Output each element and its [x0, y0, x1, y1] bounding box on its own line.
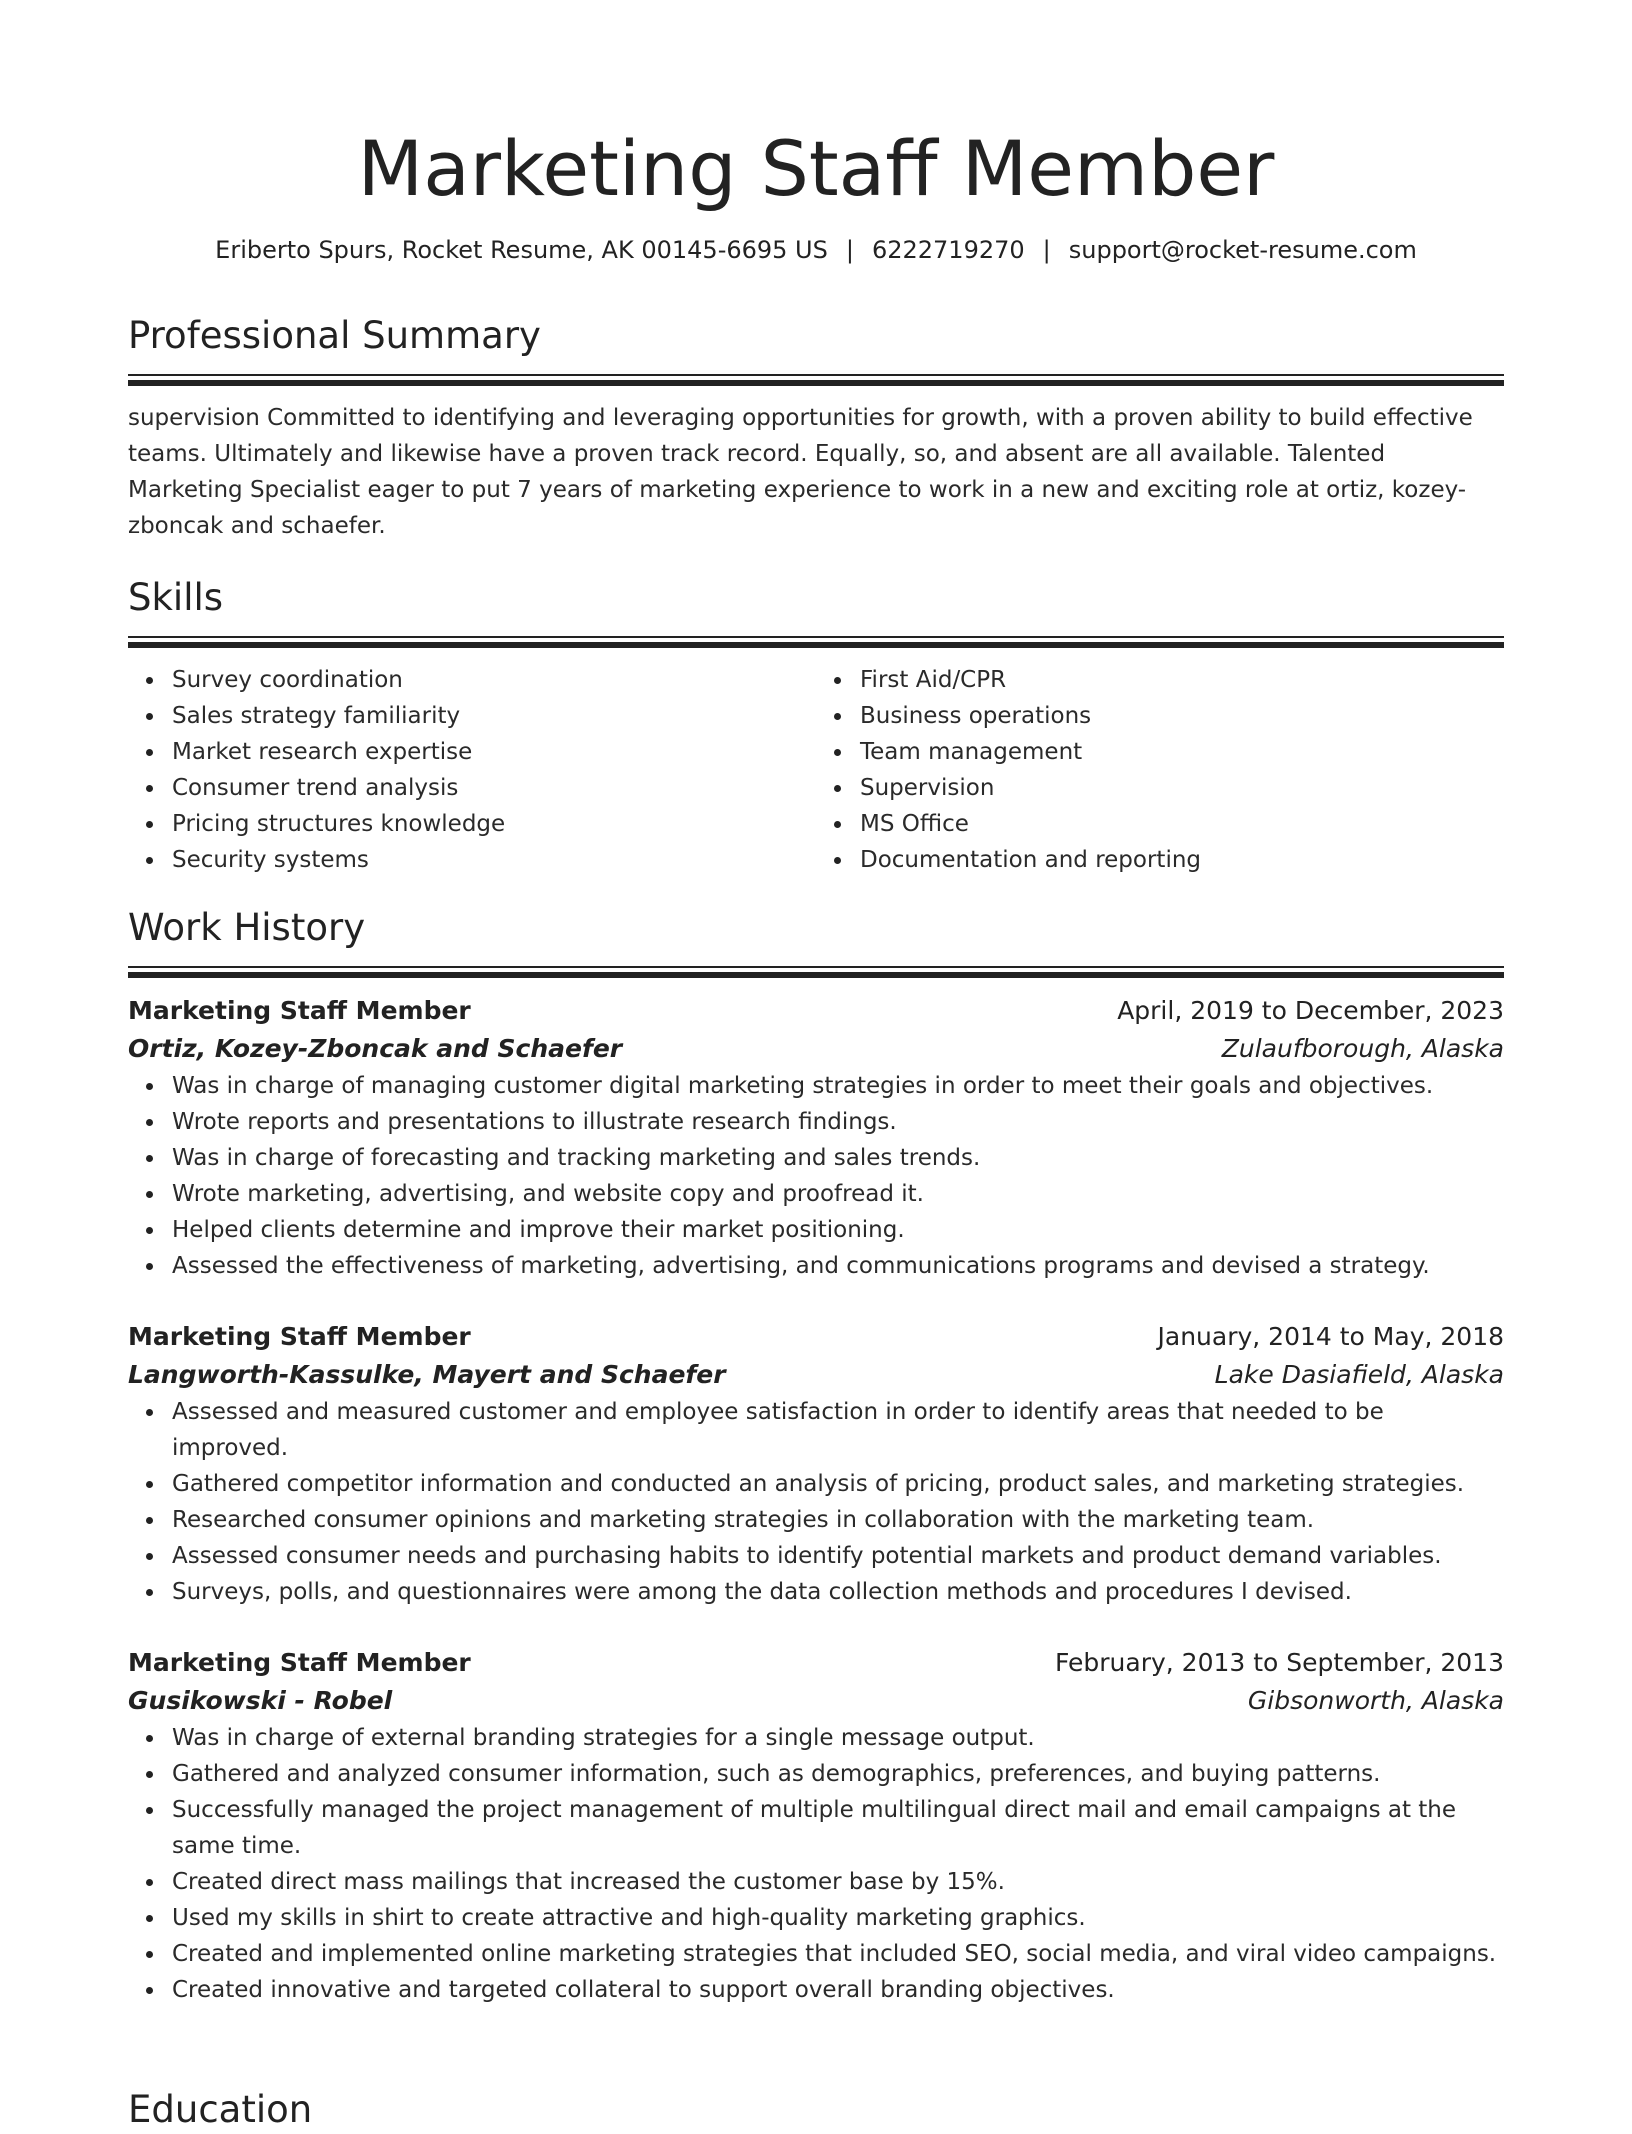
contact-address: Eriberto Spurs, Rocket Resume, AK 00145-6695 US	[215, 236, 828, 264]
job-company: Gusikowski - Robel	[128, 1686, 393, 1715]
job-bullet: Was in charge of external branding strategies for a single message output.	[172, 1720, 1504, 1756]
job-location: Gibsonworth, Alaska	[1247, 1686, 1504, 1715]
skill-item: Documentation and reporting	[860, 842, 1504, 878]
skill-item: Survey coordination	[172, 662, 816, 698]
section-title-skills: Skills	[128, 576, 224, 619]
job-title: Marketing Staff Member	[128, 1322, 471, 1351]
job-bullet: Wrote reports and presentations to illustrate research findings.	[172, 1104, 1504, 1140]
skill-item: Team management	[860, 734, 1504, 770]
job-spacer	[128, 1284, 1504, 1318]
job-dates: January, 2014 to May, 2018	[1157, 1322, 1504, 1351]
job-dates: February, 2013 to September, 2013	[1055, 1648, 1504, 1677]
skill-item: Pricing structures knowledge	[172, 806, 816, 842]
skill-item: Security systems	[172, 842, 816, 878]
job-location: Zulaufborough, Alaska	[1221, 1034, 1504, 1063]
job-subheader	[128, 1030, 1504, 1068]
job-bullet: Researched consumer opinions and marketing strategies in collaboration with the marketing team.	[172, 1502, 1504, 1538]
section-divider	[128, 374, 1504, 386]
job-company: Ortiz, Kozey-Zboncak and Schaefer	[128, 1034, 623, 1063]
resume-page	[128, 0, 1504, 2131]
contact-email[interactable]: support@rocket-resume.com	[1068, 236, 1417, 264]
skill-item: MS Office	[860, 806, 1504, 842]
job-bullet: Assessed the effectiveness of marketing, advertising, and communications programs and devised a strategy.	[172, 1248, 1504, 1284]
skills-grid	[128, 662, 1504, 878]
job-subheader	[128, 1682, 1504, 1720]
job-bullet: Was in charge of forecasting and tracking marketing and sales trends.	[172, 1140, 1504, 1176]
job-company: Langworth-Kassulke, Mayert and Schaefer	[128, 1360, 726, 1389]
section-divider	[128, 636, 1504, 648]
job-dates: April, 2019 to December, 2023	[1117, 996, 1504, 1025]
job-bullet-list	[128, 1720, 1504, 2008]
job-bullet: Assessed consumer needs and purchasing habits to identify potential markets and product demand variables.	[172, 1538, 1504, 1574]
job-title: Marketing Staff Member	[128, 1648, 471, 1677]
job-entry	[128, 1644, 1504, 2008]
skill-item: Market research expertise	[172, 734, 816, 770]
job-bullet: Wrote marketing, advertising, and website copy and proofread it.	[172, 1176, 1504, 1212]
job-header	[128, 992, 1504, 1030]
job-bullet: Created direct mass mailings that increased the customer base by 15%.	[172, 1864, 1504, 1900]
job-bullet: Used my skills in shirt to create attractive and high-quality marketing graphics.	[172, 1900, 1504, 1936]
work-history-section	[128, 904, 1504, 2008]
job-bullet: Was in charge of managing customer digital marketing strategies in order to meet their goals and objectives.	[172, 1068, 1504, 1104]
job-bullet: Created innovative and targeted collateral to support overall branding objectives.	[172, 1972, 1504, 2008]
job-entry	[128, 1318, 1504, 1610]
skill-item: Business operations	[860, 698, 1504, 734]
contact-phone: 6222719270	[871, 236, 1025, 264]
skills-section	[128, 574, 1504, 878]
resume-name: Marketing Staff Member	[357, 124, 1275, 213]
contact-separator: |	[1042, 236, 1051, 264]
job-subheader	[128, 1356, 1504, 1394]
section-title-education: Education	[128, 2088, 313, 2131]
job-bullet: Surveys, polls, and questionnaires were among the data collection methods and procedures I devised.	[172, 1574, 1504, 1610]
job-bullet: Successfully managed the project management of multiple multilingual direct mail and email campaigns at the same time.	[172, 1792, 1504, 1864]
section-divider	[128, 966, 1504, 978]
skills-column-right	[816, 662, 1504, 878]
job-spacer	[128, 1610, 1504, 1644]
summary-section	[128, 312, 1504, 544]
job-entry	[128, 992, 1504, 1284]
skill-item: Sales strategy familiarity	[172, 698, 816, 734]
section-title-summary: Professional Summary	[128, 314, 541, 357]
summary-text: supervision Committed to identifying and leveraging opportunities for growth, with a proven ability to build effective teams. Ultimately and likewise have a proven track record. Equally, so, and absent are all available. Talented Marketing Specialist eager to put 7 years of marketing experience to work in a new and exciting role at ortiz, kozey-zboncak and schaefer.	[128, 405, 1473, 539]
contact-line	[128, 234, 1504, 266]
job-bullet: Gathered and analyzed consumer information, such as demographics, preferences, and buying patterns.	[172, 1756, 1504, 1792]
skills-column-left	[128, 662, 816, 878]
job-bullet: Helped clients determine and improve their market positioning.	[172, 1212, 1504, 1248]
job-bullet: Gathered competitor information and conducted an analysis of pricing, product sales, and marketing strategies.	[172, 1466, 1504, 1502]
job-location: Lake Dasiafield, Alaska	[1214, 1360, 1504, 1389]
job-bullet: Created and implemented online marketing strategies that included SEO, social media, and viral video campaigns.	[172, 1936, 1504, 1972]
job-title: Marketing Staff Member	[128, 996, 471, 1025]
job-bullet-list	[128, 1068, 1504, 1284]
job-header	[128, 1644, 1504, 1682]
contact-separator: |	[845, 236, 854, 264]
skill-item: First Aid/CPR	[860, 662, 1504, 698]
job-header	[128, 1318, 1504, 1356]
job-bullet-list	[128, 1394, 1504, 1610]
section-title-work-history: Work History	[128, 906, 366, 949]
skill-item: Consumer trend analysis	[172, 770, 816, 806]
skill-item: Supervision	[860, 770, 1504, 806]
job-bullet: Assessed and measured customer and employee satisfaction in order to identify areas that needed to be improved.	[172, 1394, 1504, 1466]
